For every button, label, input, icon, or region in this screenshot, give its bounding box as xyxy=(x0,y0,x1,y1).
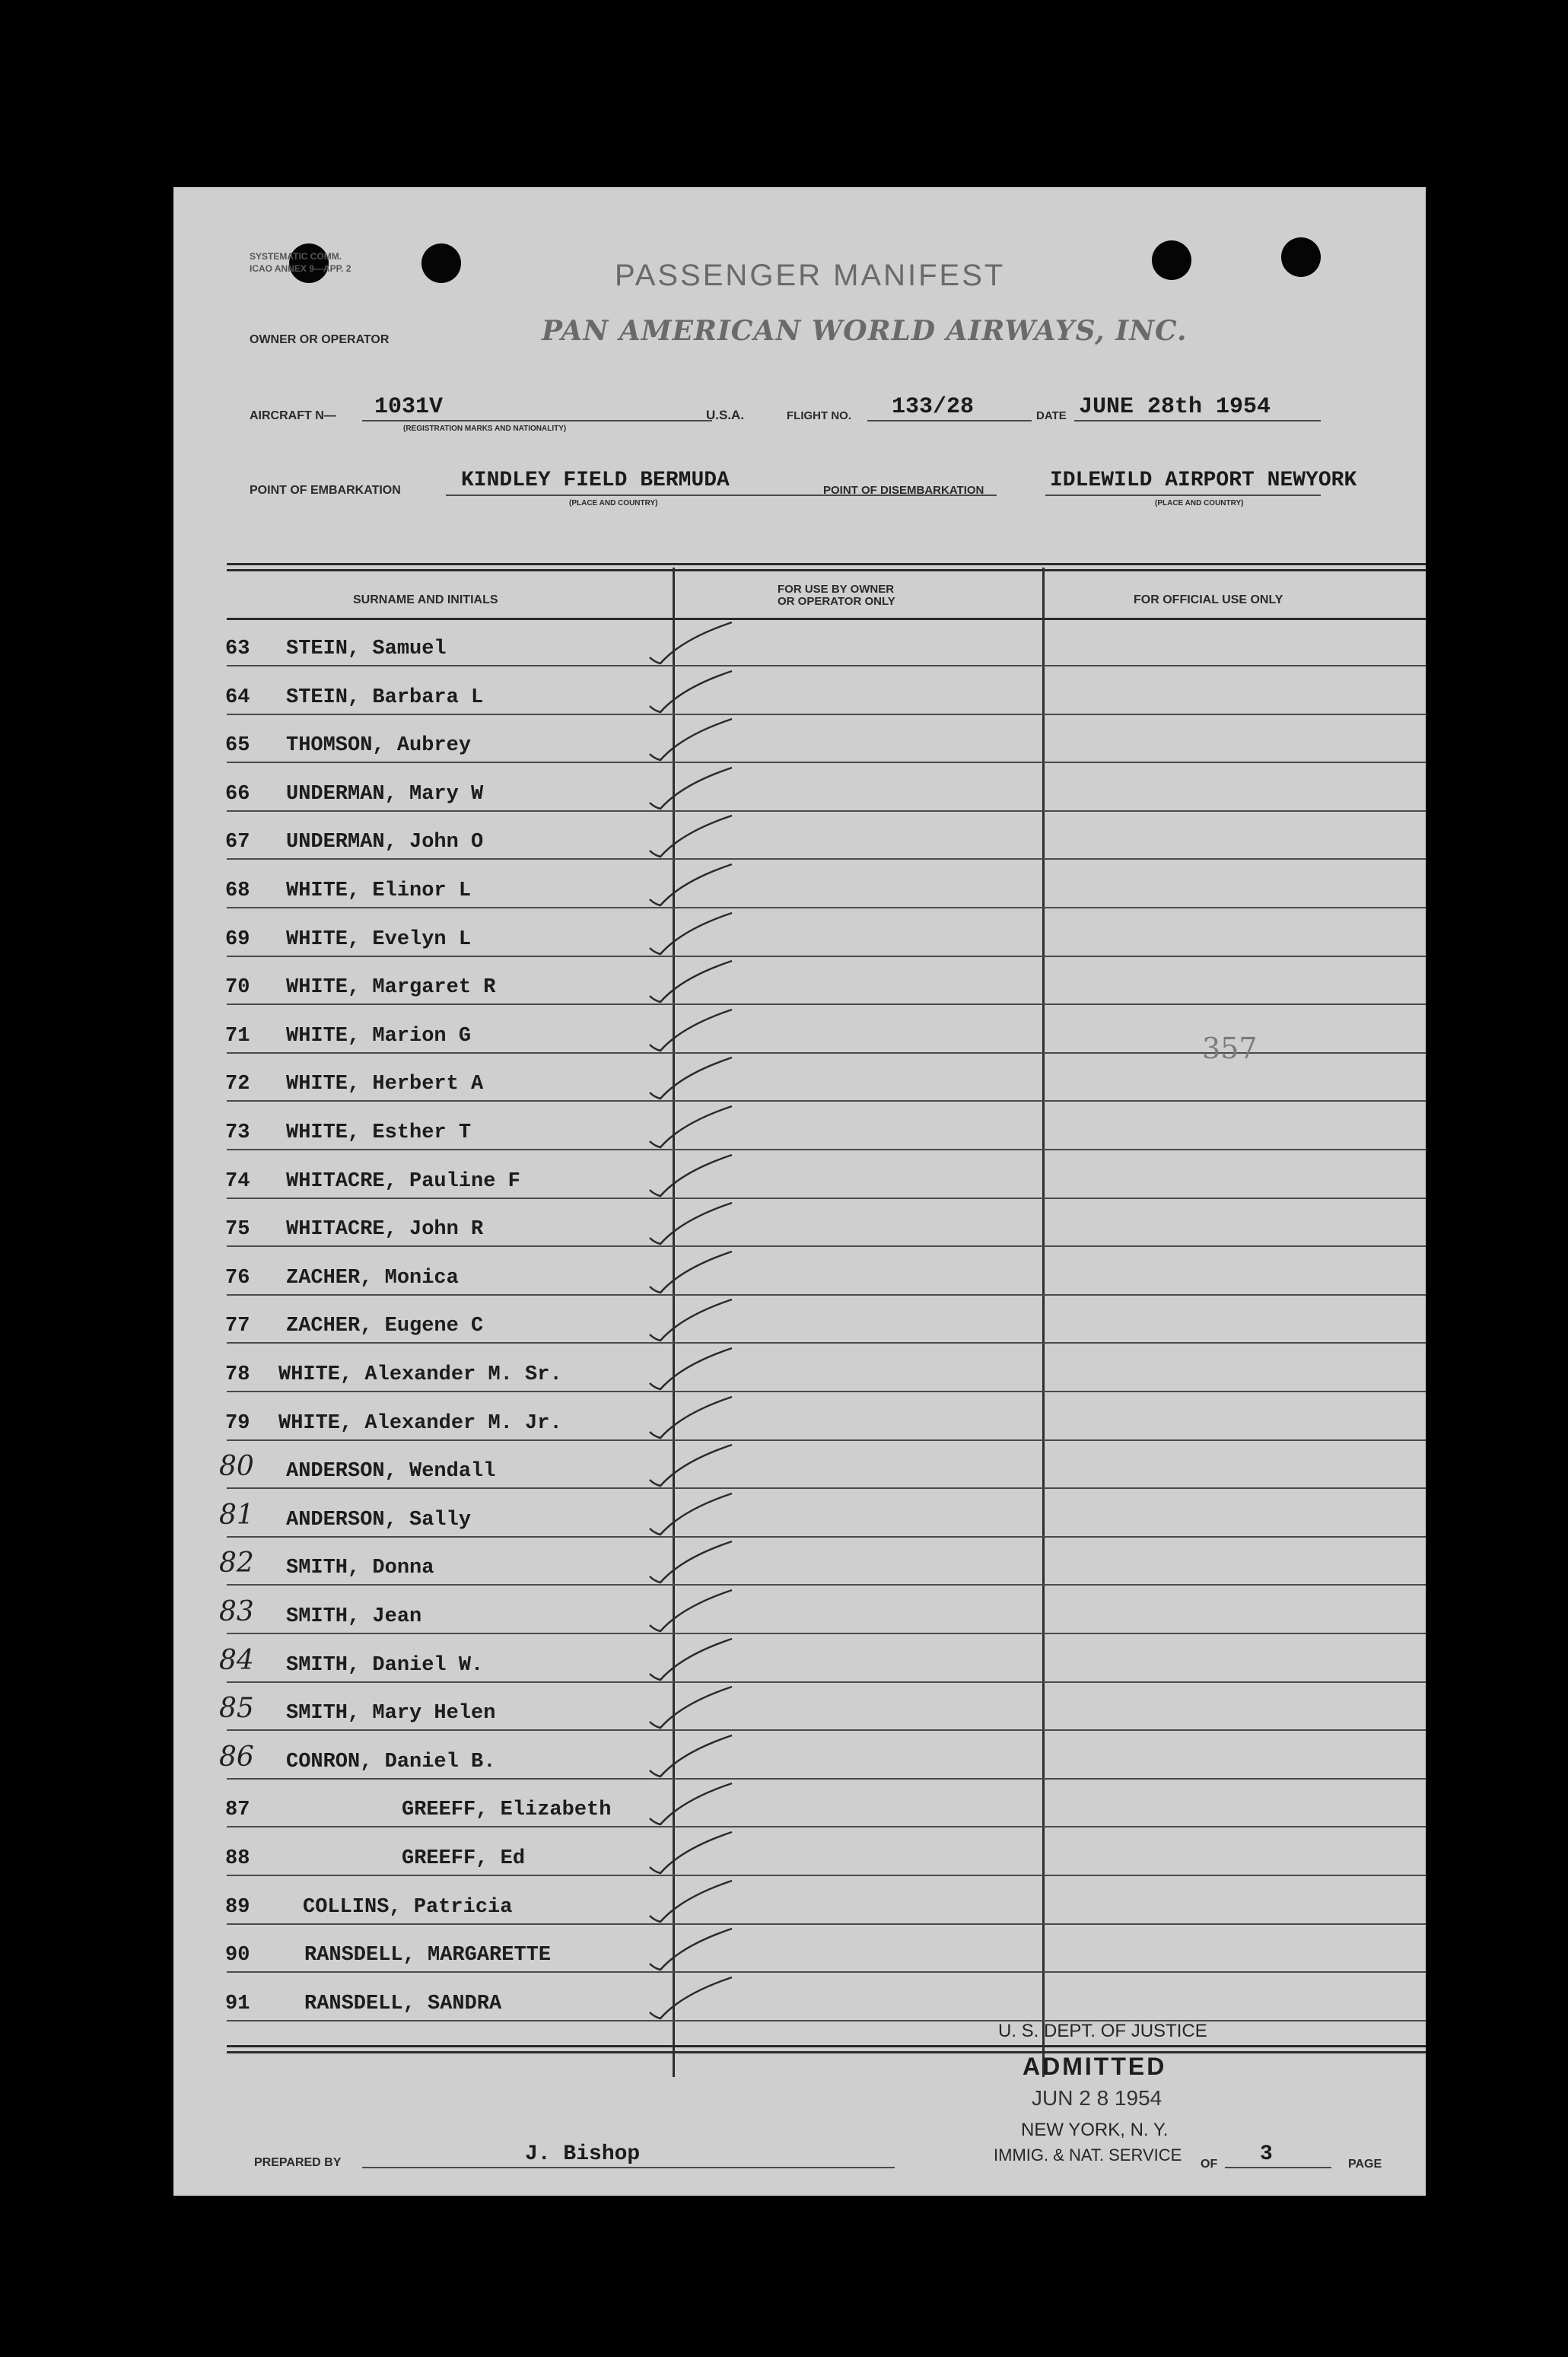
row-rule xyxy=(227,1100,1426,1102)
row-rule xyxy=(227,1633,1426,1634)
check-mark-icon xyxy=(647,1681,738,1734)
passenger-name: WHITE, Esther T xyxy=(286,1121,472,1144)
column-header-rule xyxy=(227,618,1426,620)
passenger-name: SMITH, Daniel W. xyxy=(286,1653,484,1677)
table-bottom-rule xyxy=(227,2045,1426,2047)
aircraft-value: 1031V xyxy=(374,394,444,420)
row-number: 85 xyxy=(219,1693,254,1725)
prepared-by-underline xyxy=(362,2167,895,2168)
disembarkation-label: POINT OF DISEMBARKATION xyxy=(823,484,984,497)
check-mark-icon xyxy=(647,1197,738,1250)
passenger-name: ZACHER, Eugene C xyxy=(286,1315,484,1338)
aircraft-sublabel: (REGISTRATION MARKS AND NATIONALITY) xyxy=(403,425,567,433)
check-mark-icon xyxy=(647,810,738,863)
passenger-name: THOMSON, Aubrey xyxy=(286,734,472,758)
row-rule xyxy=(227,1342,1426,1344)
aircraft-underline xyxy=(362,420,712,421)
row-number: 83 xyxy=(219,1596,254,1627)
row-number: 68 xyxy=(225,880,250,902)
form-title: PASSENGER MANIFEST xyxy=(615,259,1006,292)
check-mark-icon xyxy=(647,1051,738,1105)
row-number: 81 xyxy=(219,1499,254,1531)
punch-hole xyxy=(1281,237,1321,277)
passenger-name: SMITH, Donna xyxy=(286,1557,434,1580)
row-number: 64 xyxy=(225,685,250,709)
row-rule xyxy=(227,1487,1426,1489)
passenger-name: WHITE, Herbert A xyxy=(286,1073,484,1096)
check-mark-icon xyxy=(647,955,738,1008)
date-label: DATE xyxy=(1036,409,1067,422)
flight-underline xyxy=(867,420,1032,421)
disembarkation-underline xyxy=(1045,495,1321,496)
check-mark-icon xyxy=(647,665,738,718)
row-number: 89 xyxy=(225,1895,250,1919)
passenger-name: ZACHER, Monica xyxy=(286,1266,459,1290)
passenger-name: RANSDELL, SANDRA xyxy=(304,1992,502,2015)
row-rule xyxy=(227,1923,1426,1925)
passenger-name: WHITE, Alexander M. Sr. xyxy=(278,1363,562,1386)
passenger-name: WHITACRE, Pauline F xyxy=(286,1169,520,1193)
row-number: 66 xyxy=(225,782,250,806)
check-mark-icon xyxy=(647,1777,738,1831)
passenger-name: WHITE, Elinor L xyxy=(286,880,472,902)
stamp-agency: U. S. DEPT. OF JUSTICE xyxy=(998,2021,1207,2041)
row-rule xyxy=(227,1536,1426,1538)
check-mark-icon xyxy=(647,616,738,670)
table-bottom-rule xyxy=(227,2051,1426,2053)
row-rule xyxy=(227,1778,1426,1780)
row-number: 84 xyxy=(219,1644,254,1676)
check-mark-icon xyxy=(647,1293,738,1347)
row-rule xyxy=(227,1198,1426,1199)
check-mark-icon xyxy=(647,858,738,911)
row-number: 82 xyxy=(219,1547,254,1579)
aircraft-label: AIRCRAFT N— xyxy=(250,409,336,422)
check-mark-icon xyxy=(647,1971,738,2025)
check-mark-icon xyxy=(647,1535,738,1589)
row-number: 74 xyxy=(225,1169,250,1193)
page-number-underline xyxy=(1225,2167,1331,2168)
page-of-label: OF xyxy=(1201,2158,1218,2171)
passenger-name: STEIN, Samuel xyxy=(286,638,447,660)
passenger-name: GREEFF, Ed xyxy=(402,1847,526,1870)
date-underline xyxy=(1074,420,1321,421)
row-rule xyxy=(227,1971,1426,1973)
embarkation-value: KINDLEY FIELD BERMUDA xyxy=(461,469,730,492)
column-header-owner-use-1: FOR USE BY OWNER xyxy=(778,583,895,596)
row-rule xyxy=(227,1875,1426,1876)
passenger-name: WHITACRE, John R xyxy=(286,1218,484,1242)
row-number: 76 xyxy=(225,1266,250,1290)
passenger-name: ANDERSON, Sally xyxy=(286,1508,472,1532)
passenger-name: WHITE, Margaret R xyxy=(286,976,496,1000)
passenger-name: GREEFF, Elizabeth xyxy=(402,1799,612,1822)
row-number: 63 xyxy=(225,638,250,660)
official-note: 357 xyxy=(1202,1032,1258,1065)
check-mark-icon xyxy=(647,1439,738,1492)
passenger-name: UNDERMAN, John O xyxy=(286,831,484,854)
column-divider-official xyxy=(1042,568,1045,2077)
disembarkation-value: IDLEWILD AIRPORT NEWYORK xyxy=(1050,469,1357,492)
punch-hole xyxy=(1152,240,1191,280)
row-number: 77 xyxy=(225,1315,250,1338)
row-number: 65 xyxy=(225,734,250,758)
check-mark-icon xyxy=(647,1584,738,1637)
row-number: 80 xyxy=(219,1451,254,1483)
check-mark-icon xyxy=(647,762,738,815)
row-number: 73 xyxy=(225,1121,250,1144)
check-mark-icon xyxy=(647,1729,738,1783)
row-number: 87 xyxy=(225,1799,250,1822)
row-number: 79 xyxy=(225,1411,250,1435)
flight-value: 133/28 xyxy=(892,394,975,420)
row-rule xyxy=(227,1681,1426,1683)
column-header-official: FOR OFFICIAL USE ONLY xyxy=(1134,593,1283,606)
passenger-name: WHITE, Alexander M. Jr. xyxy=(278,1411,562,1435)
table-top-rule xyxy=(227,563,1426,565)
page-number: 3 xyxy=(1260,2142,1273,2166)
flight-label: FLIGHT NO. xyxy=(787,409,851,422)
passenger-name: WHITE, Marion G xyxy=(286,1024,472,1048)
check-mark-icon xyxy=(647,1487,738,1541)
row-rule xyxy=(227,858,1426,860)
page-label: PAGE xyxy=(1348,2158,1382,2171)
row-number: 71 xyxy=(225,1024,250,1048)
row-rule xyxy=(227,665,1426,666)
date-value: JUNE 28th 1954 xyxy=(1079,394,1271,420)
row-number: 88 xyxy=(225,1847,250,1870)
prepared-by-label: PREPARED BY xyxy=(254,2156,342,2169)
row-rule xyxy=(227,762,1426,763)
row-number: 78 xyxy=(225,1363,250,1386)
disembarkation-sublabel: (PLACE AND COUNTRY) xyxy=(1155,499,1244,507)
column-header-name: SURNAME AND INITIALS xyxy=(353,593,498,606)
form-code-line-2: ICAO ANNEX 9—APP. 2 xyxy=(250,263,351,274)
row-number: 90 xyxy=(225,1944,250,1967)
embarkation-sublabel: (PLACE AND COUNTRY) xyxy=(569,499,658,507)
row-number: 67 xyxy=(225,831,250,854)
passenger-name: RANSDELL, MARGARETTE xyxy=(304,1944,552,1967)
passenger-name: UNDERMAN, Mary W xyxy=(286,782,484,806)
check-mark-icon xyxy=(647,907,738,960)
check-mark-icon xyxy=(647,1875,738,1928)
passenger-name: WHITE, Evelyn L xyxy=(286,927,472,951)
row-rule xyxy=(227,1149,1426,1150)
passenger-name: CONRON, Daniel B. xyxy=(286,1750,496,1773)
row-rule xyxy=(227,1391,1426,1392)
row-rule xyxy=(227,1826,1426,1827)
row-rule xyxy=(227,810,1426,812)
row-rule xyxy=(227,907,1426,908)
stamp-date: JUN 2 8 1954 xyxy=(1032,2086,1162,2110)
check-mark-icon xyxy=(647,1633,738,1686)
check-mark-icon xyxy=(647,1100,738,1153)
manifest-sheet xyxy=(173,187,1426,2196)
row-rule xyxy=(227,956,1426,957)
row-number: 86 xyxy=(219,1741,254,1773)
embarkation-label: POINT OF EMBARKATION xyxy=(250,484,401,497)
row-number: 70 xyxy=(225,976,250,1000)
check-mark-icon xyxy=(647,1342,738,1395)
prepared-by-value: J. Bishop xyxy=(525,2142,641,2166)
check-mark-icon xyxy=(647,1826,738,1879)
passenger-name: STEIN, Barbara L xyxy=(286,685,484,709)
check-mark-icon xyxy=(647,1149,738,1202)
row-rule xyxy=(227,1294,1426,1296)
row-rule xyxy=(227,1729,1426,1731)
check-mark-icon xyxy=(647,713,738,766)
owner-value: PAN AMERICAN WORLD AIRWAYS, INC. xyxy=(542,315,1188,347)
row-rule xyxy=(227,1584,1426,1586)
check-mark-icon xyxy=(647,1245,738,1299)
row-number: 75 xyxy=(225,1218,250,1242)
check-mark-icon xyxy=(647,1923,738,1976)
column-header-owner-use-2: OR OPERATOR ONLY xyxy=(778,595,895,608)
stamp-service: IMMIG. & NAT. SERVICE xyxy=(994,2145,1182,2165)
form-code-line-1: SYSTEMATIC COMM. xyxy=(250,251,342,262)
row-rule xyxy=(227,1245,1426,1247)
table-top-rule xyxy=(227,569,1426,571)
passenger-name: COLLINS, Patricia xyxy=(303,1895,513,1919)
passenger-name: SMITH, Mary Helen xyxy=(286,1702,496,1726)
check-mark-icon xyxy=(647,1004,738,1057)
passenger-name: ANDERSON, Wendall xyxy=(286,1460,496,1484)
row-number: 69 xyxy=(225,927,250,951)
punch-hole xyxy=(421,243,461,283)
usa-label: U.S.A. xyxy=(706,408,745,422)
passenger-name: SMITH, Jean xyxy=(286,1605,422,1628)
row-rule xyxy=(227,2020,1426,2021)
row-rule xyxy=(227,1439,1426,1441)
row-rule xyxy=(227,714,1426,715)
owner-label: OWNER OR OPERATOR xyxy=(250,333,390,346)
row-number: 91 xyxy=(225,1992,250,2015)
check-mark-icon xyxy=(647,1391,738,1444)
stamp-location: NEW YORK, N. Y. xyxy=(1021,2120,1169,2140)
row-rule xyxy=(227,1004,1426,1005)
stamp-status: ADMITTED xyxy=(1023,2053,1167,2080)
row-number: 72 xyxy=(225,1073,250,1096)
